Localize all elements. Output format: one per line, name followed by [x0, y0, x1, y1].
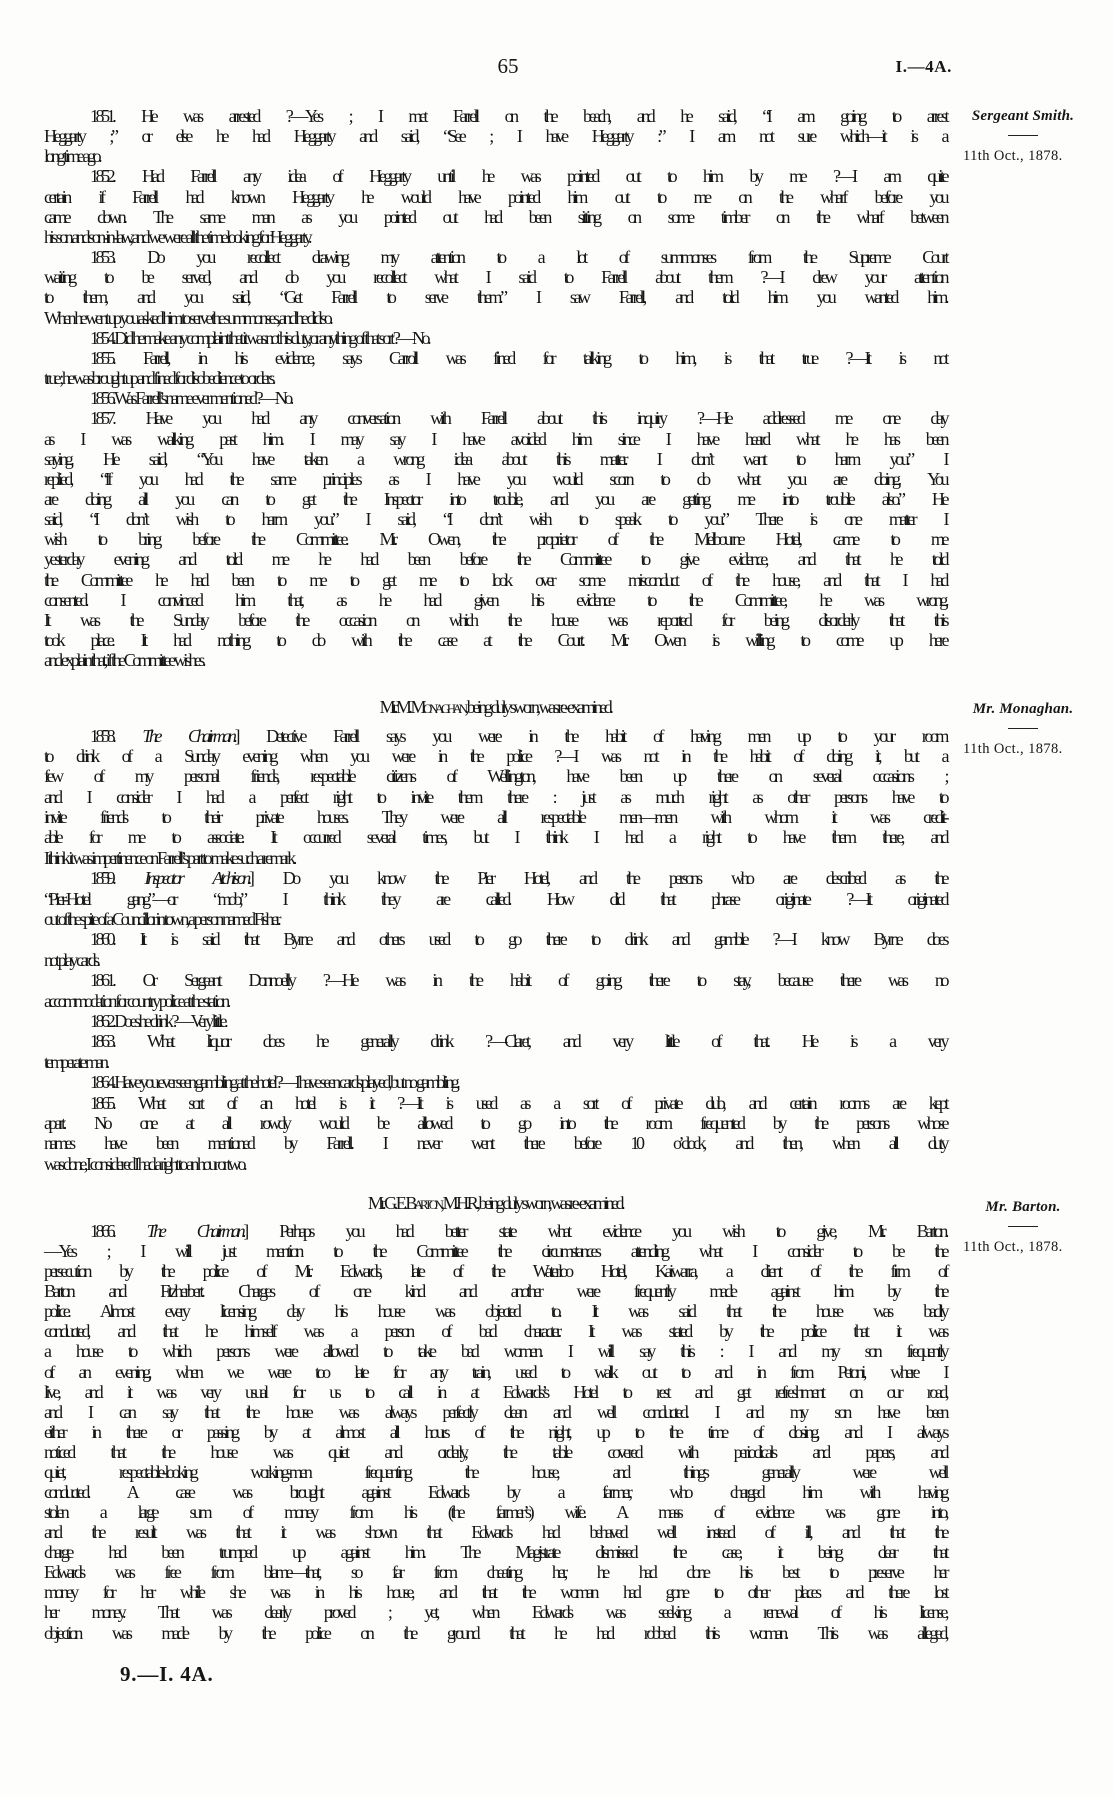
text-line: 1853. Do you recollect drawing my attention to a lot of summonses from the Supreme Court [90, 247, 946, 268]
text-line: When he went up you asked him to serve the summonses, and he did so. [44, 307, 331, 328]
text-line: a house to which persons were allowed to take bad women. I will say this : I and my son frequently [44, 1341, 946, 1362]
text-line: —Yes ; I will just mention to the Committee the circumstances attending what I consider to be the [44, 1241, 946, 1262]
text-line [44, 1221, 946, 1241]
text-line: few of my personal friends, respectable citizens of Wellington, have been up there on several occasions ; [44, 766, 946, 787]
text-run: Mr. M. [379, 697, 411, 717]
text-line: 1857. Have you had any conversation with Farrell about this inquiry ?—He addressed me one day [90, 408, 946, 429]
text-line: certain if Farrell had known Heggarty he would have pointed him out to me on the wharf before you [44, 186, 946, 207]
text-line: It was the Sunday before the occasion on which the house was reported for being disorderly that this [44, 609, 946, 630]
evidence-paragraph [44, 1221, 946, 1643]
text-run: , being duly sworn, was re-examined. [464, 697, 611, 717]
text-line: yesterday evening and told me he had been before the Committee to give evidence, and that he told [44, 549, 946, 570]
text-line: 1852. Had Farrell any idea of Heggarty until he was pointed out to him by me ?—I am quite [90, 166, 946, 187]
text-line: conducted, and that he himself was a person of bad character. It was stated by the police that it was [44, 1321, 946, 1342]
text-run: 1866. [90, 1221, 147, 1241]
margin-date: 11th Oct., 1878. [963, 741, 1063, 758]
text-line: stolen a large sum of money from his (the farmer’s) wife. A mass of evidence was gone into, [44, 1502, 946, 1523]
text-line [44, 726, 946, 746]
text-line: the Committee he had been to me to get me to look over some misconduct of the house, and that I had [44, 569, 946, 590]
text-line: charge had been trumped up against him. The Magistrate dismissed the case, it being clear that [44, 1542, 946, 1563]
witness-surname: Monaghan [410, 697, 465, 717]
text-line: either in there or passing by at almost all hours of the night, up to the time of closing, and I always [44, 1421, 946, 1442]
text-run: 1859. [90, 868, 145, 889]
witness-heading-monaghan [44, 697, 946, 717]
margin-rule [1008, 728, 1038, 729]
text-line: and explain that, if the Committee wishes. [44, 650, 204, 671]
evidence-paragraph [44, 1011, 946, 1031]
text-line: quiet, respectable-looking working-men frequenting the house, and things generally were well [44, 1461, 946, 1482]
text-line: out of the spite of a Councillor in town, a person named Fisher. [44, 909, 279, 930]
evidence-body-sergeant-smith [44, 106, 946, 670]
evidence-paragraph [44, 1093, 946, 1175]
text-line: and the result was that it was shown that Edwards had behaved well instead of ill, and that the [44, 1522, 946, 1543]
margin-note-sergeant-smith [958, 106, 1088, 166]
text-line: able for me to associate. It occurred several times, but I think I had a right to have them there, and [44, 827, 946, 848]
examiner-name: Inspector Atchison. [144, 868, 249, 889]
text-line: persecution by the police of Mr. Edwards, late of the Waterloo Hotel, Kaiwarra, a client of the firm of [44, 1261, 946, 1282]
text-line: names have been mentioned by Farrell. I never went there before 10 o’clock, and then, when all duty [44, 1133, 946, 1154]
text-line: 1855. Farrell, in his evidence, says Carroll was fined for talking to him, is that true ?—It is not [90, 347, 946, 368]
witness-surname: Barton [405, 1193, 441, 1213]
signature-mark: 9.—I. 4A. [120, 1662, 214, 1686]
text-line: took place. It had nothing to do with the case at the Court. Mr. Owen is willing to come up here [44, 630, 946, 651]
text-line: consented. I convinced him that, as he had given his evidence to the Committee, he was wrong. [44, 589, 946, 610]
text-line: true ; he was brought up and fined for disobedience to orders. [44, 368, 273, 389]
text-line: replied, “If you had the same principles as I have you would scorn to do what you are doing. You [44, 468, 946, 489]
text-line: and I consider I had a perfect right to invite them there : just as much right as other persons have to [44, 786, 946, 807]
text-line: came down. The same man as you pointed out had been sitting on some timber on the wharf between [44, 206, 946, 227]
text-run: Mr. G. E. [367, 1193, 406, 1213]
margin-witness-name: Mr. Barton. [985, 1199, 1061, 1215]
page-number: 65 [497, 54, 519, 78]
paper-reference: I.—4A. [895, 57, 952, 76]
text-line: as I was walking past him. I may say I have avoided him since I have heard what he has been [44, 428, 946, 449]
examiner-name: The Chairman. [142, 725, 235, 746]
evidence-paragraph [44, 408, 946, 670]
text-line: objection was made by the police on the ground that he had robbed this woman. This was alleged, [44, 1622, 946, 1643]
text-line: 1860. It is said that Byrne and others used to go there to drink and gamble ?—I know Byrne does [90, 929, 946, 950]
text-line: her money. That was clearly proved ; yet, when Edwards was seeking a renewal of his license, [44, 1602, 946, 1623]
evidence-paragraph [44, 348, 946, 388]
text-line: was done, I considered I had a right to an hour or two. [44, 1153, 245, 1174]
text-line: 1863. What liquor does he generally drink ?—Claret, and very little of that. He is a very [90, 1031, 946, 1052]
text-line: noticed that the house was quiet and orderly, the table covered with periodicals and papers, and [44, 1441, 946, 1462]
examiner-name: The Chairman. [146, 1221, 244, 1241]
text-line: conducted. A case was brought against Edwards by a farmer, who charged him with having [44, 1482, 946, 1503]
text-line: to drink of a Sunday evening when you were in the police ?—I was not in the habit of doing it, but a [44, 745, 946, 766]
text-line: 1851. He was arrested ?—Yes ; I met Farrell on the beach, and he said, “I am going to arrest [90, 106, 946, 126]
text-line [44, 868, 946, 888]
evidence-paragraph [44, 388, 946, 408]
text-line: 1856. Was Farrell’s name ever mentioned ?—No. [90, 388, 291, 409]
evidence-paragraph [44, 726, 946, 869]
margin-witness-name: Sergeant Smith. [971, 108, 1075, 124]
text-line: money for her while she was in his house, and that the woman had gone to other places and there lost [44, 1582, 946, 1603]
text-line: Edwards was free from blame—that, so far from cheating her, he had done his best to preserve her [44, 1562, 946, 1583]
evidence-paragraph [44, 1072, 946, 1092]
text-line: apart. No one at all rowdy would be allowed to go into the room frequented by the persons whose [44, 1112, 946, 1133]
text-line: long time ago. [44, 146, 100, 167]
text-line: I think it was impertinence on Farrell’s part to make such a remark. [44, 847, 294, 868]
margin-note-barton [958, 1197, 1088, 1257]
text-line: temperate man. [44, 1051, 107, 1072]
margin-rule [1008, 1226, 1038, 1227]
evidence-paragraph [44, 929, 946, 970]
text-line: Barton and Fitzherbert. Charges of one kind and another were frequently made against him by the [44, 1281, 946, 1302]
margin-rule [1008, 135, 1038, 136]
text-line: “Pier-Hotel gang”—or “mob,” I think they are called. How did that phrase originate ?—It originated [44, 888, 946, 909]
text-line: 1854. Did he make any complaint that it was not his duty, or anything of that sort ?—No. [90, 327, 429, 348]
margin-note-monaghan [958, 699, 1088, 759]
text-run: ] Do you know the Pier Hotel, and the persons who are described as the [248, 868, 946, 889]
text-line: his son and son-in-law, and we were all the time looking for Heggarty. [44, 226, 310, 247]
text-line: to them, and you said, “Get Farrell to serve them.” I saw Farrell, and told him you wanted him. [44, 287, 946, 308]
evidence-body-monaghan [44, 726, 946, 1175]
text-run: ] Perhaps you had better state what evidence you wish to give, Mr. Barton. [243, 1221, 946, 1241]
text-line: 1862. Does he drink ?—Very little. [90, 1010, 226, 1031]
evidence-paragraph [44, 328, 946, 348]
margin-date: 11th Oct., 1878. [963, 148, 1063, 165]
text-line: said, “I don’t wish to harm you.” I said, “I don’t wish to speak to you.” There is one matter I [44, 509, 946, 530]
text-line: police. Almost every licensing day his house was objected to. It was said that the house was badly [44, 1301, 946, 1322]
text-line: saying. He said, “You have taken a wrong idea about this matter. I don’t want to harm you.” I [44, 448, 946, 469]
text-line: waiting to be served, and do you recollect what I said to Farrell about them ?—I drew your attention [44, 267, 946, 288]
evidence-body-barton [44, 1221, 946, 1643]
witness-heading-barton [44, 1193, 946, 1213]
text-run: ] Detective Farrell says you were in the habit of having men up to your room [234, 725, 946, 746]
margin-witness-name: Mr. Monaghan. [972, 701, 1074, 717]
text-line: not play cards. [44, 949, 98, 970]
text-line: Heggarty ;” or else he had Heggarty and said, “See ; I have Heggarty :” I am not sure which—it is a [44, 126, 946, 147]
evidence-paragraph [44, 166, 946, 247]
text-line: wish to bring before the Committee. Mr. Owen, the proprietor of the Melbourne Hotel, came to me [44, 529, 946, 550]
text-run: 1858. [90, 725, 143, 746]
text-line: live, and it was very usual for us to call in at Edwards’s Hotel to rest and get refreshment on our road, [44, 1381, 946, 1402]
evidence-paragraph [44, 868, 946, 929]
evidence-paragraph [44, 970, 946, 1011]
text-line: accommodation for country police at the station. [44, 990, 228, 1011]
margin-date: 11th Oct., 1878. [963, 1239, 1063, 1256]
text-line: of an evening, when we were too late for any train, used to walk out to and in from Petoni, where I [44, 1361, 946, 1382]
text-run: , M.H.R., being duly sworn, was re-examined. [440, 1193, 623, 1213]
text-line: are doing all you can to get the Inspector into trouble, and you are getting me into trouble also.” He [44, 488, 946, 509]
text-line: 1865. What sort of an hotel is it ?—It is used as a sort of private club, and certain rooms are kept [90, 1092, 946, 1113]
text-line: 1864. Have you ever seen gambling at the hotel ?—I have seen cards played, but no gambling. [90, 1072, 458, 1093]
evidence-paragraph [44, 1031, 946, 1072]
evidence-paragraph [44, 247, 946, 328]
text-line: and I can say that the house was always perfectly clean and well conducted. I and my son have been [44, 1401, 946, 1422]
evidence-paragraph [44, 106, 946, 166]
text-line: 1861. Or Sergeant Donnoelly ?—He was in the habit of going there to stay, because there was no [90, 970, 946, 991]
text-line: invite friends to their private houses. They were all respectable men—men with whom it was credit- [44, 807, 946, 828]
